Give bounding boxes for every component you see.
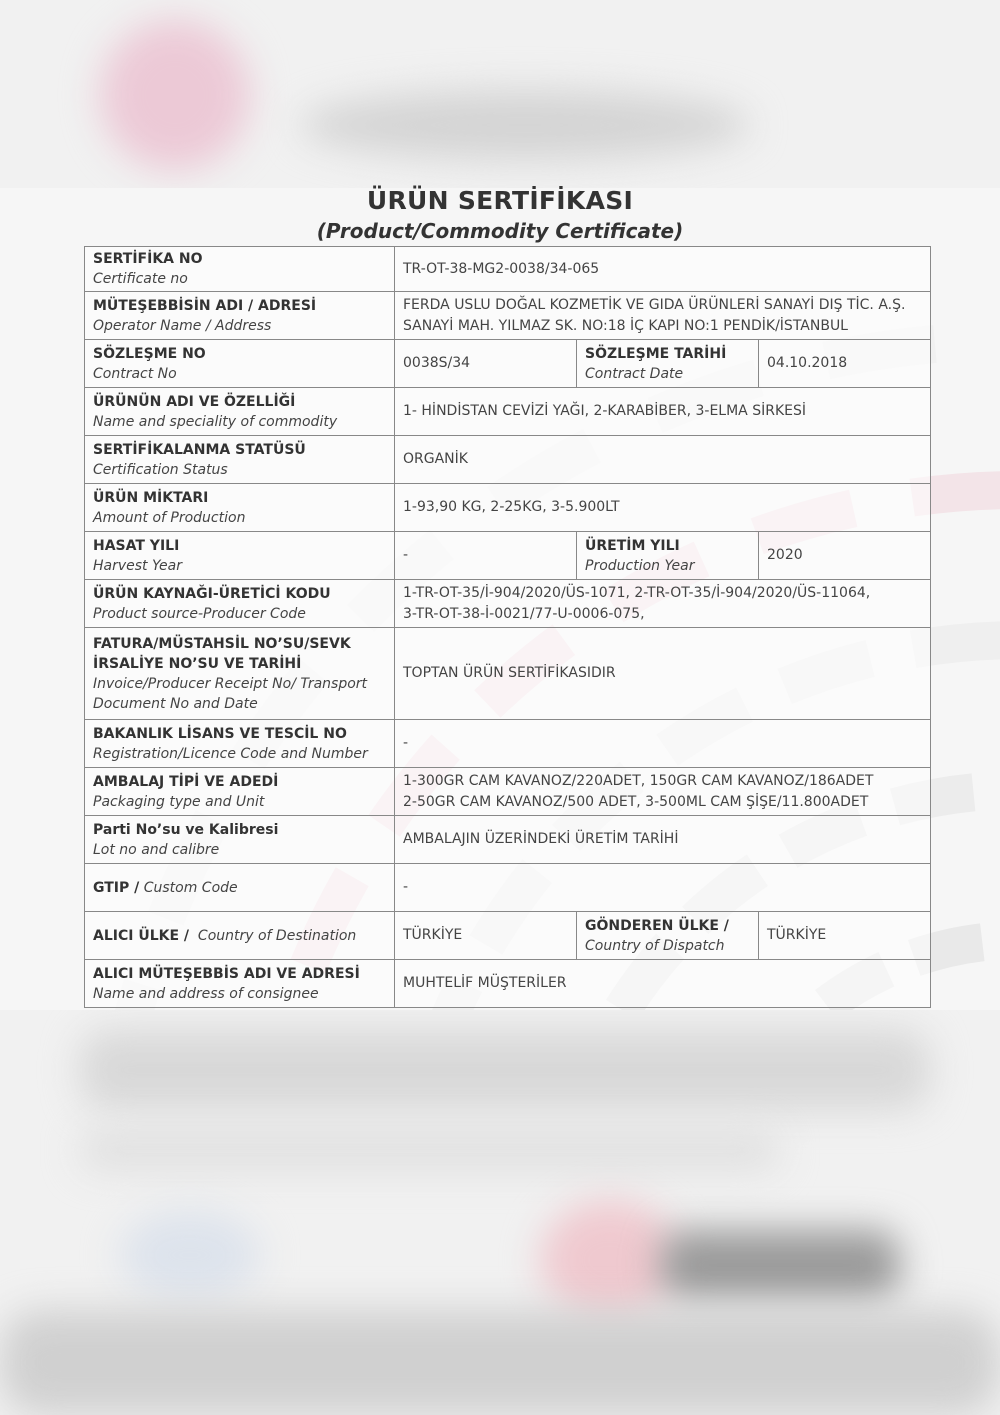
label-tr: SÖZLEŞME TARİHİ [585, 345, 727, 362]
label-tr: ÜRÜN MİKTARI [93, 489, 209, 506]
dispatch-value: TÜRKİYE [759, 912, 931, 960]
label-tr: ÜRÜNÜN ADI VE ÖZELLİĞİ [93, 393, 296, 410]
production-year-value: 2020 [759, 532, 931, 580]
label-tr: FATURA/MÜSTAHSİL NO’SU/SEVK [93, 635, 351, 652]
label-tr: HASAT YILI [93, 537, 180, 554]
commodity-value: 1- HİNDİSTAN CEVİZİ YAĞI, 2-KARABİBER, 3-ELMA SİRKESİ [395, 388, 931, 436]
title-main: ÜRÜN SERTİFİKASI [366, 186, 634, 215]
certificate-table [84, 246, 931, 1008]
source-line: 3-TR-OT-38-İ-0021/77-U-0006-075, [403, 605, 645, 622]
label-en: Lot no and calibre [93, 841, 220, 858]
label-cell [85, 864, 395, 912]
label-tr: SÖZLEŞME NO [93, 345, 206, 362]
label-tr: ÜRETİM YILI [585, 537, 680, 554]
label-cell [85, 960, 395, 1008]
row-destination [85, 912, 931, 960]
packaging-line: 1-300GR CAM KAVANOZ/220ADET, 150GR CAM KAVANOZ/186ADET [403, 772, 874, 789]
label-tr: GTIP / [93, 879, 140, 896]
label-cell [85, 292, 395, 340]
row-operator [85, 292, 931, 340]
title-sub: (Product/Commodity Certificate) [316, 219, 684, 243]
label-en: Name and speciality of commodity [93, 413, 338, 430]
status-value: ORGANİK [395, 436, 931, 484]
row-certificate-no [85, 247, 931, 292]
label-tr: MÜTEŞEBBİSİN ADI / ADRESİ [93, 297, 317, 314]
row-consignee [85, 960, 931, 1008]
dispatch-label [577, 912, 759, 960]
label-en: Harvest Year [93, 557, 182, 574]
contract-no-value: 0038S/34 [395, 340, 577, 388]
label-tr: ALICI ÜLKE / [93, 927, 190, 944]
operator-name: FERDA USLU DOĞAL KOZMETİK VE GIDA ÜRÜNLERİ SANAYİ DIŞ TİC. A.Ş. [403, 296, 906, 313]
packaging-line: 2-50GR CAM KAVANOZ/500 ADET, 3-500ML CAM ŞİŞE/11.800ADET [403, 793, 869, 810]
label-cell [85, 340, 395, 388]
row-contract [85, 340, 931, 388]
label-tr: AMBALAJ TİPİ VE ADEDİ [93, 773, 279, 790]
row-gtip [85, 864, 931, 912]
row-licence [85, 720, 931, 768]
label-en: Operator Name / Address [93, 317, 272, 334]
row-status [85, 436, 931, 484]
contract-date-label [577, 340, 759, 388]
label-en: Certificate no [93, 271, 188, 287]
label-en: Production Year [585, 557, 695, 574]
label-en: Amount of Production [93, 509, 246, 526]
label-tr: GÖNDEREN ÜLKE / [585, 917, 729, 934]
label-en: Invoice/Producer Receipt No/ Transport [93, 675, 368, 692]
footer-signature-area [0, 1010, 1000, 1415]
source-line: 1-TR-OT-35/İ-904/2020/ÜS-1071, 2-TR-OT-35/İ-904/2020/ÜS-11064, [403, 584, 871, 601]
source-value [395, 580, 931, 628]
gtip-value: - [395, 864, 931, 912]
label-cell [85, 580, 395, 628]
packaging-value [395, 768, 931, 816]
label-cell [85, 532, 395, 580]
operator-address: SANAYİ MAH. YILMAZ SK. NO:18 İÇ KAPI NO:1 PENDİK/İSTANBUL [403, 317, 848, 334]
label-en: Document No and Date [93, 695, 258, 712]
production-year-label [577, 532, 759, 580]
row-invoice [85, 628, 931, 720]
label-cell [85, 720, 395, 768]
label-tr: SERTİFİKA NO [93, 251, 203, 267]
row-commodity [85, 388, 931, 436]
label-cell [85, 816, 395, 864]
row-packaging [85, 768, 931, 816]
label-tr: ÜRÜN KAYNAĞI-ÜRETİCİ KODU [93, 585, 331, 602]
label-cell [85, 484, 395, 532]
label-en: Packaging type and Unit [93, 793, 265, 810]
row-harvest [85, 532, 931, 580]
lot-value: AMBALAJIN ÜZERİNDEKİ ÜRETİM TARİHİ [395, 816, 931, 864]
invoice-value: TOPTAN ÜRÜN SERTİFİKASIDIR [395, 628, 931, 720]
label-tr: İRSALİYE NO’SU VE TARİHİ [93, 655, 302, 672]
label-tr: ALICI MÜTEŞEBBİS ADI VE ADRESİ [93, 965, 360, 982]
label-cell [85, 768, 395, 816]
label-cell [85, 388, 395, 436]
row-lot [85, 816, 931, 864]
label-cell [85, 912, 395, 960]
label-cell [85, 436, 395, 484]
harvest-year-value: - [395, 532, 577, 580]
label-en: Product source-Producer Code [93, 605, 306, 622]
label-tr: SERTİFİKALANMA STATÜSÜ [93, 441, 306, 458]
header-logo-area [0, 0, 1000, 188]
label-cell [85, 247, 395, 292]
row-amount [85, 484, 931, 532]
operator-value [395, 292, 931, 340]
consignee-value: MUHTELİF MÜŞTERİLER [395, 960, 931, 1008]
label-cell [85, 628, 395, 720]
label-en: Registration/Licence Code and Number [93, 745, 368, 762]
label-en: Contract No [93, 365, 177, 382]
label-en: Contract Date [585, 365, 684, 382]
label-en: Name and address of consignee [93, 985, 319, 1002]
label-en: Country of Dispatch [585, 937, 725, 954]
contract-date-value: 04.10.2018 [759, 340, 931, 388]
certificate-no-value: TR-OT-38-MG2-0038/34-065 [395, 247, 931, 292]
licence-value: - [395, 720, 931, 768]
row-source [85, 580, 931, 628]
label-en: Custom Code [139, 879, 238, 896]
destination-value: TÜRKİYE [395, 912, 577, 960]
label-en: Country of Destination [193, 927, 357, 944]
label-en: Certification Status [93, 461, 228, 478]
label-tr: BAKANLIK LİSANS VE TESCİL NO [93, 725, 347, 742]
label-tr: Parti No’su ve Kalibresi [93, 821, 279, 838]
certificate-title [0, 184, 1000, 244]
amount-value: 1-93,90 KG, 2-25KG, 3-5.900LT [395, 484, 931, 532]
